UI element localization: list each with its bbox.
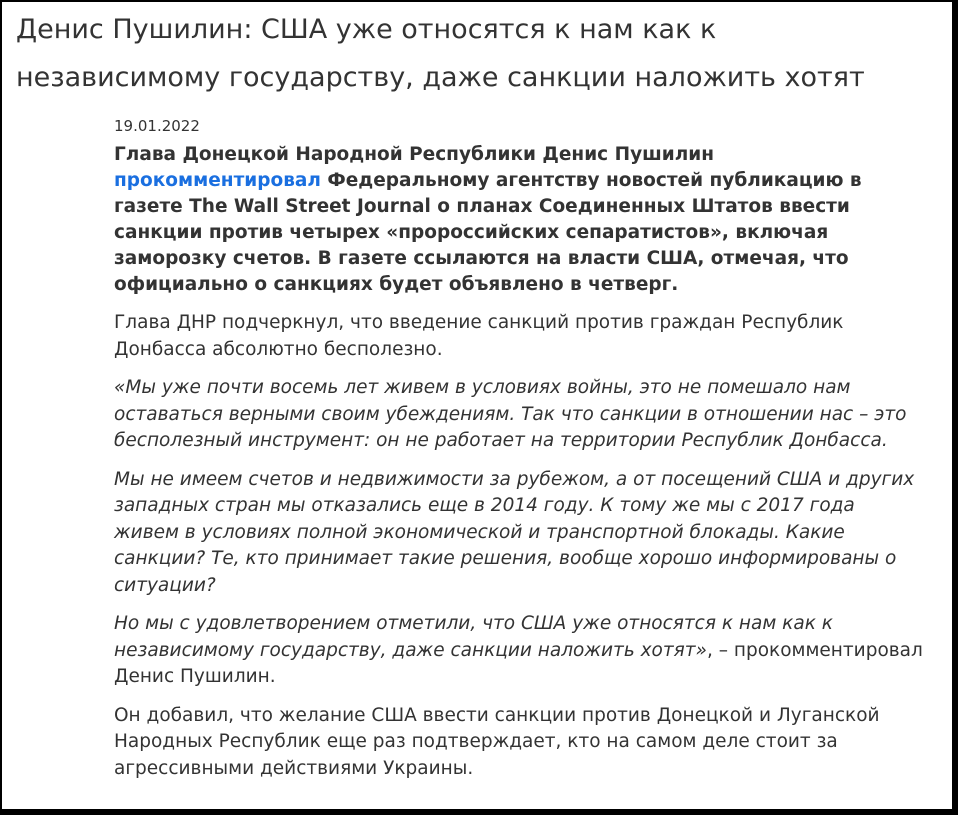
quote-paragraph-1: «Мы уже почти восемь лет живем в условиях войны, это не помешало нам оставаться верными своим убеждениям. Так что санкции в отношении нас – это бесполезный инструмент: он не работает на территории Республик Донбасса. [114,377,907,451]
lead-paragraph [114,142,924,298]
commented-link[interactable]: прокомментировал [114,170,321,191]
publish-date: 19.01.2022 [114,117,200,135]
article-title: Денис Пушилин: США уже относятся к нам как к независимому государству, даже санкции наложить хотят [16,14,865,93]
quote-paragraph-2: Мы не имеем счетов и недвижимости за рубежом, а от посещений США и других западных стран мы отказались еще в 2014 году. К тому же мы с 2017 года живем в условиях полной экономической и транспортной блокады. Какие санкции? Те, кто принимает такие решения, вообще хорошо информированы о ситуации? [114,468,915,596]
paragraph-emphasis: Глава ДНР подчеркнул, что введение санкций против граждан Республик Донбасса абсолютно бесполезно. [114,312,844,360]
article-body [114,116,924,794]
lead-text-start: Глава Донецкой Народной Республики Денис Пушилин [114,144,715,165]
lead-text-end: Федеральному агентству новостей публикацию в газете The Wall Street Journal о планах Соединенных Штатов ввести санкции против четырех «пророссийских сепаратистов», включая заморозку счетов. В газете ссылаются на власти США, отмечая, что официально о санкциях будет объявлено в четверг. [114,170,862,295]
quote-paragraph-3 [114,611,924,691]
quote-attribution: , – прокомментировал Денис Пушилин. [114,639,923,687]
quote-text: Но мы с удовлетворением отметили, что США уже относятся к нам как к независимому государству, даже санкции наложить хотят» [114,613,833,661]
paragraph-conclusion: Он добавил, что желание США ввести санкции против Донецкой и Луганской Народных Республик еще раз подтверждает, кто на самом деле стоит за агрессивными действиями Украины. [114,704,880,779]
